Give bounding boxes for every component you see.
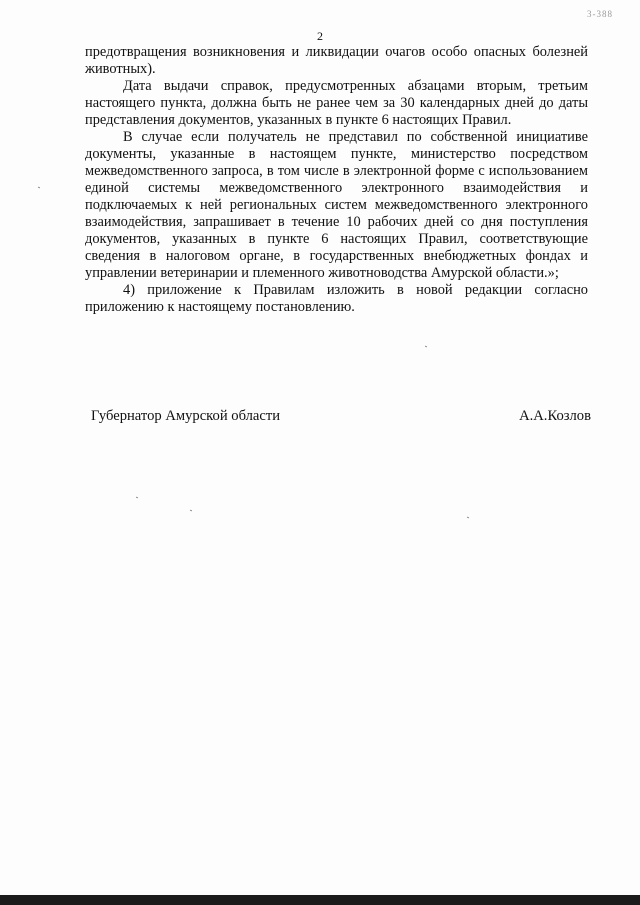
- paragraph-appendix-amendment: 4) приложение к Правилам изложить в новой редакции согласно приложению к настоящему постановлению.: [85, 282, 588, 315]
- scan-speck: [136, 497, 138, 499]
- signature-block: [91, 407, 591, 427]
- document-body: [85, 44, 588, 316]
- paragraph-continuation: предотвращения возникновения и ликвидации очагов особо опасных болезней животных).: [85, 44, 588, 77]
- scan-speck: [425, 346, 427, 348]
- scan-bottom-edge: [0, 895, 640, 905]
- signatory-name: А.А.Козлов: [519, 408, 591, 424]
- paragraph-interagency-request: В случае если получатель не представил по собственной инициативе документы, указанные в настоящем пункте, министерство посредством межведомственного запроса, в том числе в электронной форме с использованием единой системы межведомственного электронного взаимодействия и подключаемых к ней региональных систем межведомственного электронного взаимодействия, запрашивает в течение 10 рабочих дней со дня поступления документов, указанных в пункте 6 настоящих Правил, соответствующие сведения в налоговом органе, в государственных внебюджетных фондах и управлении ветеринарии и племенного животноводства Амурской области.»;: [85, 129, 588, 281]
- page-number: 2: [317, 29, 323, 43]
- scan-speck: [190, 510, 192, 512]
- corner-registration-mark: 3-388: [587, 9, 613, 19]
- signatory-title: Губернатор Амурской области: [91, 408, 281, 424]
- paragraph-certificate-dates: Дата выдачи справок, предусмотренных абзацами вторым, третьим настоящего пункта, должна быть не ранее чем за 30 календарных дней до даты представления документов, указанных в пункте 6 настоящих Правил.: [85, 78, 588, 128]
- scan-speck: [38, 187, 40, 189]
- scan-speck: [467, 517, 469, 519]
